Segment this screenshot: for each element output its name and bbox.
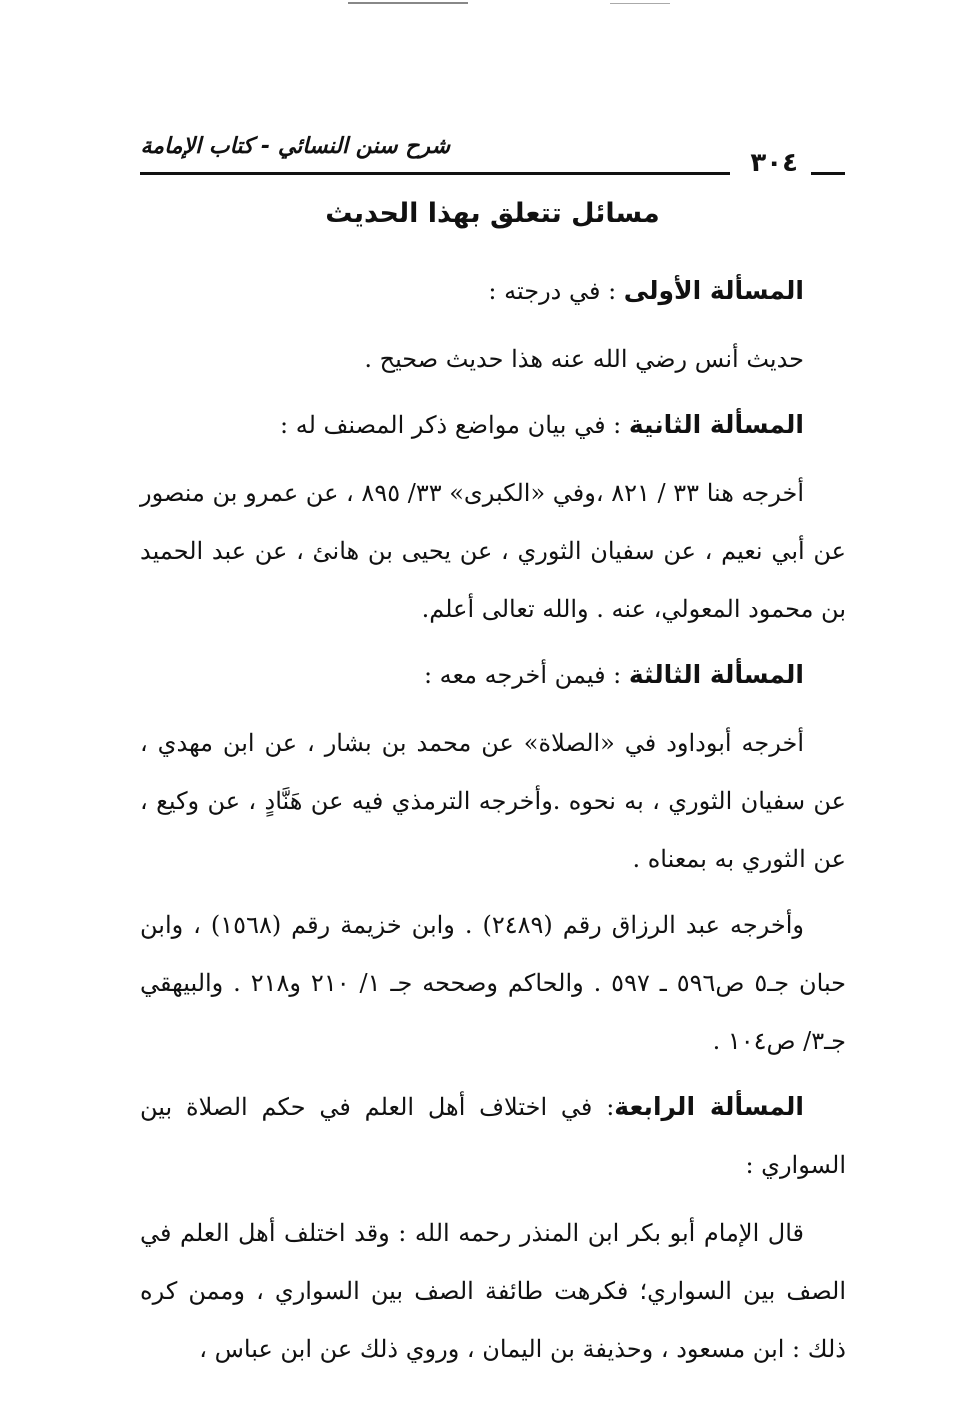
body-text bbox=[140, 262, 846, 1386]
issue-heading bbox=[140, 396, 846, 454]
running-header bbox=[140, 134, 845, 184]
issue-label: المسألة الأولى bbox=[623, 276, 804, 305]
paragraph: أخرجه أبوداود في «الصلاة» عن محمد بن بشار ، عن ابن مهدي ، عن سفيان الثوري ، به نحوه .وأخرجه الترمذي فيه عن هَنَّادٍ ، عن وكيع ، عن الثوري به بمعناه . bbox=[140, 729, 846, 873]
paragraph: وأخرجه عبد الرزاق رقم (٢٤٨٩) . وابن خزيمة رقم (١٥٦٨) ، وابن حبان جـ٥ ص٥٩٦ ـ ٥٩٧ . والحاكم وصححه جـ ١/ ٢١٠ و٢١٨ . والبيهقي جـ٣/ ص١٠٤ . bbox=[140, 911, 847, 1055]
header-title: شرح سنن النسائي - كتاب الإمامة bbox=[140, 134, 450, 159]
page-number: ٣٠٤ bbox=[750, 148, 798, 178]
paragraph: قال الإمام أبو بكر ابن المنذر رحمه الله : وقد اختلف أهل العلم في الصف بين السواري؛ فكرهت طائفة الصف بين السواري ، وممن كره ذلك : ابن مسعود ، وحذيفة بن اليمان ، وروي ذلك عن ابن عباس ، bbox=[140, 1219, 847, 1363]
scan-mark bbox=[348, 2, 468, 4]
header-rule-short bbox=[811, 172, 845, 175]
issue-label: المسألة الثانية bbox=[628, 410, 804, 439]
paragraph: حديث أنس رضي الله عنه هذا حديث صحيح . bbox=[364, 345, 804, 373]
section-title: مسائل تتعلق بهذا الحديث bbox=[325, 198, 660, 229]
scan-marks bbox=[340, 0, 700, 8]
issue-heading bbox=[140, 262, 846, 320]
issue-text: : في بيان مواضع ذكر المصنف له : bbox=[279, 411, 629, 439]
issue-heading bbox=[140, 1078, 846, 1194]
issue-text: : فيمن أخرجه معه : bbox=[423, 661, 629, 689]
scan-mark bbox=[610, 3, 670, 4]
issue-text: : في اختلاف أهل العلم في حكم الصلاة بين السواري : bbox=[140, 1093, 846, 1179]
issue-heading bbox=[140, 646, 846, 704]
issue-text: : في درجته : bbox=[488, 277, 624, 305]
header-rule bbox=[140, 172, 730, 175]
issue-label: المسألة الرابعة bbox=[614, 1092, 804, 1121]
issue-label: المسألة الثالثة bbox=[628, 660, 804, 689]
paragraph: أخرجه هنا ٣٣ / ٨٢١ ،وفي «الكبرى» ٣٣/ ٨٩٥ ، عن عمرو بن منصور عن أبي نعيم ، عن سفيان الثوري ، عن يحيى بن هانئ ، عن عبد الحميد بن محمود المعولي، عنه . والله تعالى أعلم. bbox=[140, 479, 846, 623]
